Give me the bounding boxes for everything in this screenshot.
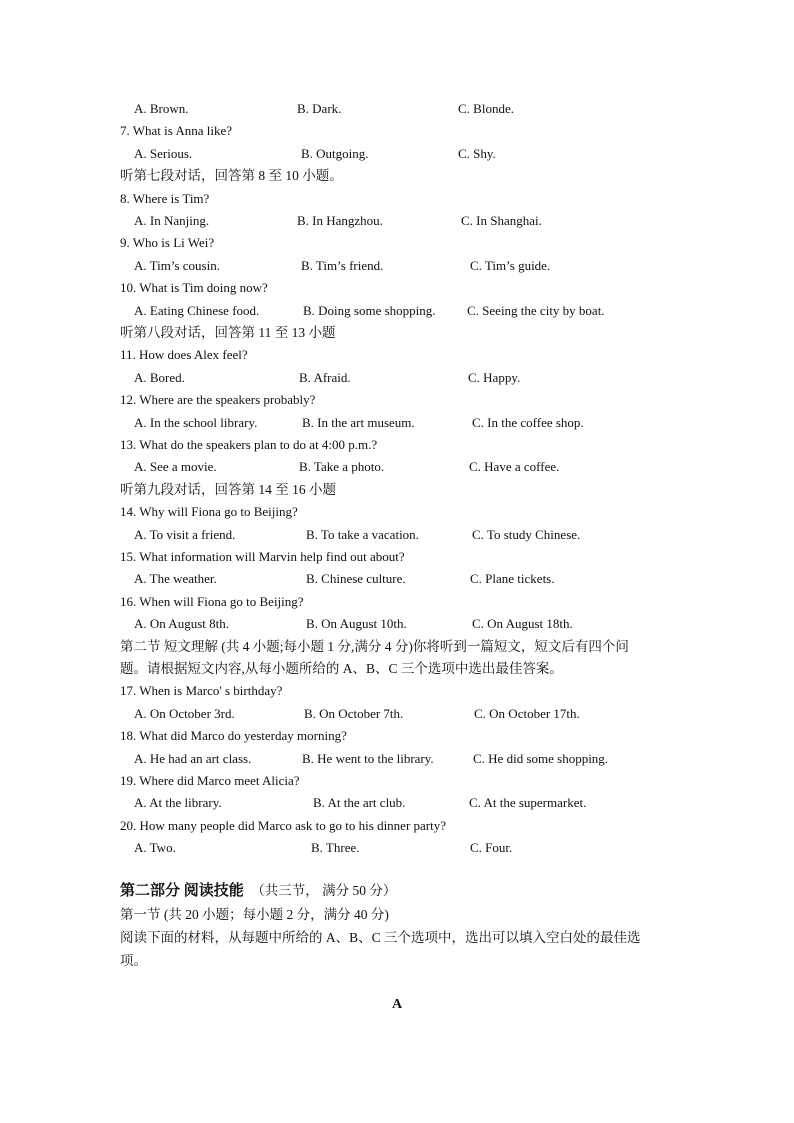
- options-row: [0, 837, 794, 859]
- options-row: [0, 456, 794, 478]
- section-heading: 听第七段对话，回答第 8 至 10 小题。: [120, 168, 343, 184]
- option-a: A. On August 8th.: [134, 616, 229, 632]
- option-c: C. Blonde.: [458, 101, 514, 116]
- option-b: B. Dark.: [297, 101, 342, 116]
- options-row: [0, 98, 794, 120]
- option-b: B. Afraid.: [299, 369, 351, 385]
- question: 8. Where is Tim?: [120, 190, 210, 206]
- options-row: [0, 367, 794, 389]
- section-heading: 听第八段对话，回答第 11 至 13 小题: [120, 325, 336, 340]
- option-a: A. Serious.: [134, 145, 193, 161]
- option-a: A. Eating Chinese food.: [134, 302, 260, 318]
- option-a: A. Two.: [134, 840, 176, 856]
- part2-instruction-2: 项。: [120, 953, 147, 968]
- option-a: A. Bored.: [134, 369, 185, 385]
- options-row: [0, 703, 794, 725]
- part2-title-note: （共三节， 满分 50 分）: [251, 883, 397, 898]
- passage-label: A: [391, 997, 403, 1012]
- option-b: B. Take a photo.: [299, 459, 385, 475]
- option-c: C. On August 18th.: [472, 616, 573, 632]
- part2-instruction-1: 阅读下面的材料，从每题中所给的 A、B、C 三个选项中，选出可以填入空白处的最佳选: [120, 930, 641, 945]
- option-c: C. Seeing the city by boat.: [467, 302, 605, 318]
- options-row: [0, 568, 794, 590]
- part2-title-text: 第二部分 阅读技能: [120, 883, 244, 899]
- option-b: B. Three.: [311, 840, 360, 856]
- question: 17. When is Marco' s birthday?: [120, 683, 283, 699]
- question: 13. What do the speakers plan to do at 4:00 p.m.?: [120, 437, 378, 452]
- question: 14. Why will Fiona go to Beijing?: [120, 504, 298, 520]
- option-c: C. Tim’s guide.: [470, 257, 551, 273]
- option-b: B. In Hangzhou.: [297, 213, 383, 228]
- options-row: [0, 748, 794, 770]
- question: 9. Who is Li Wei?: [120, 235, 215, 251]
- options-row: [0, 300, 794, 322]
- option-b: B. Outgoing.: [301, 145, 369, 161]
- option-b: B. Tim’s friend.: [301, 257, 384, 273]
- option-b: B. He went to the library.: [302, 750, 434, 766]
- section-heading: 题。请根据短文内容,从每小题所给的 A、B、C 三个选项中选出最佳答案。: [120, 661, 563, 676]
- option-b: B. Chinese culture.: [306, 571, 406, 587]
- question: 10. What is Tim doing now?: [120, 280, 268, 296]
- options-row: [0, 613, 794, 635]
- question: 18. What did Marco do yesterday morning?: [120, 728, 347, 744]
- option-c: C. Plane tickets.: [470, 571, 555, 587]
- options-row: [0, 792, 794, 814]
- option-c: C. In Shanghai.: [461, 213, 542, 228]
- question: 11. How does Alex feel?: [120, 347, 248, 363]
- option-b: B. In the art museum.: [302, 414, 415, 430]
- section-heading: 听第九段对话，回答第 14 至 16 小题: [120, 481, 336, 497]
- option-b: B. On October 7th.: [304, 705, 404, 721]
- part2-title: [0, 880, 794, 902]
- part2-section: 第一节 (共 20 小题；每小题 2 分，满分 40 分): [120, 907, 389, 922]
- option-c: C. On October 17th.: [474, 705, 580, 721]
- option-c: C. In the coffee shop.: [472, 414, 584, 430]
- option-c: C. Four.: [470, 840, 513, 856]
- option-a: A. The weather.: [134, 571, 217, 587]
- option-c: C. To study Chinese.: [472, 526, 581, 542]
- option-c: C. Happy.: [468, 369, 521, 385]
- question: 19. Where did Marco meet Alicia?: [120, 773, 300, 788]
- option-a: A. See a movie.: [134, 459, 217, 475]
- options-row: [0, 143, 794, 165]
- option-b: B. On August 10th.: [306, 616, 407, 632]
- option-a: A. In the school library.: [134, 414, 258, 430]
- option-a: A. Brown.: [134, 101, 189, 116]
- question: 16. When will Fiona go to Beijing?: [120, 593, 304, 609]
- option-a: A. To visit a friend.: [134, 526, 236, 542]
- option-c: C. Shy.: [458, 145, 496, 161]
- option-a: A. In Nanjing.: [134, 213, 210, 228]
- options-row: [0, 255, 794, 277]
- option-a: A. He had an art class.: [134, 750, 252, 766]
- options-row: [0, 412, 794, 434]
- options-row: [0, 210, 794, 232]
- question: 15. What information will Marvin help find out about?: [120, 549, 405, 564]
- option-c: C. At the supermarket.: [469, 795, 587, 811]
- option-b: B. To take a vacation.: [306, 526, 419, 542]
- question: 7. What is Anna like?: [120, 123, 233, 139]
- option-b: B. At the art club.: [313, 795, 406, 811]
- option-c: C. Have a coffee.: [469, 459, 560, 475]
- option-a: A. Tim’s cousin.: [134, 257, 220, 273]
- option-c: C. He did some shopping.: [473, 750, 609, 766]
- options-row: [0, 524, 794, 546]
- option-b: B. Doing some shopping.: [303, 302, 436, 318]
- option-a: A. On October 3rd.: [134, 705, 235, 721]
- option-a: A. At the library.: [134, 795, 222, 811]
- section-heading: 第二节 短文理解 (共 4 小题;每小题 1 分,满分 4 分)你将听到一篇短文，短文后有四个问: [120, 638, 629, 654]
- question: 12. Where are the speakers probably?: [120, 392, 316, 408]
- question: 20. How many people did Marco ask to go to his dinner party?: [120, 817, 447, 833]
